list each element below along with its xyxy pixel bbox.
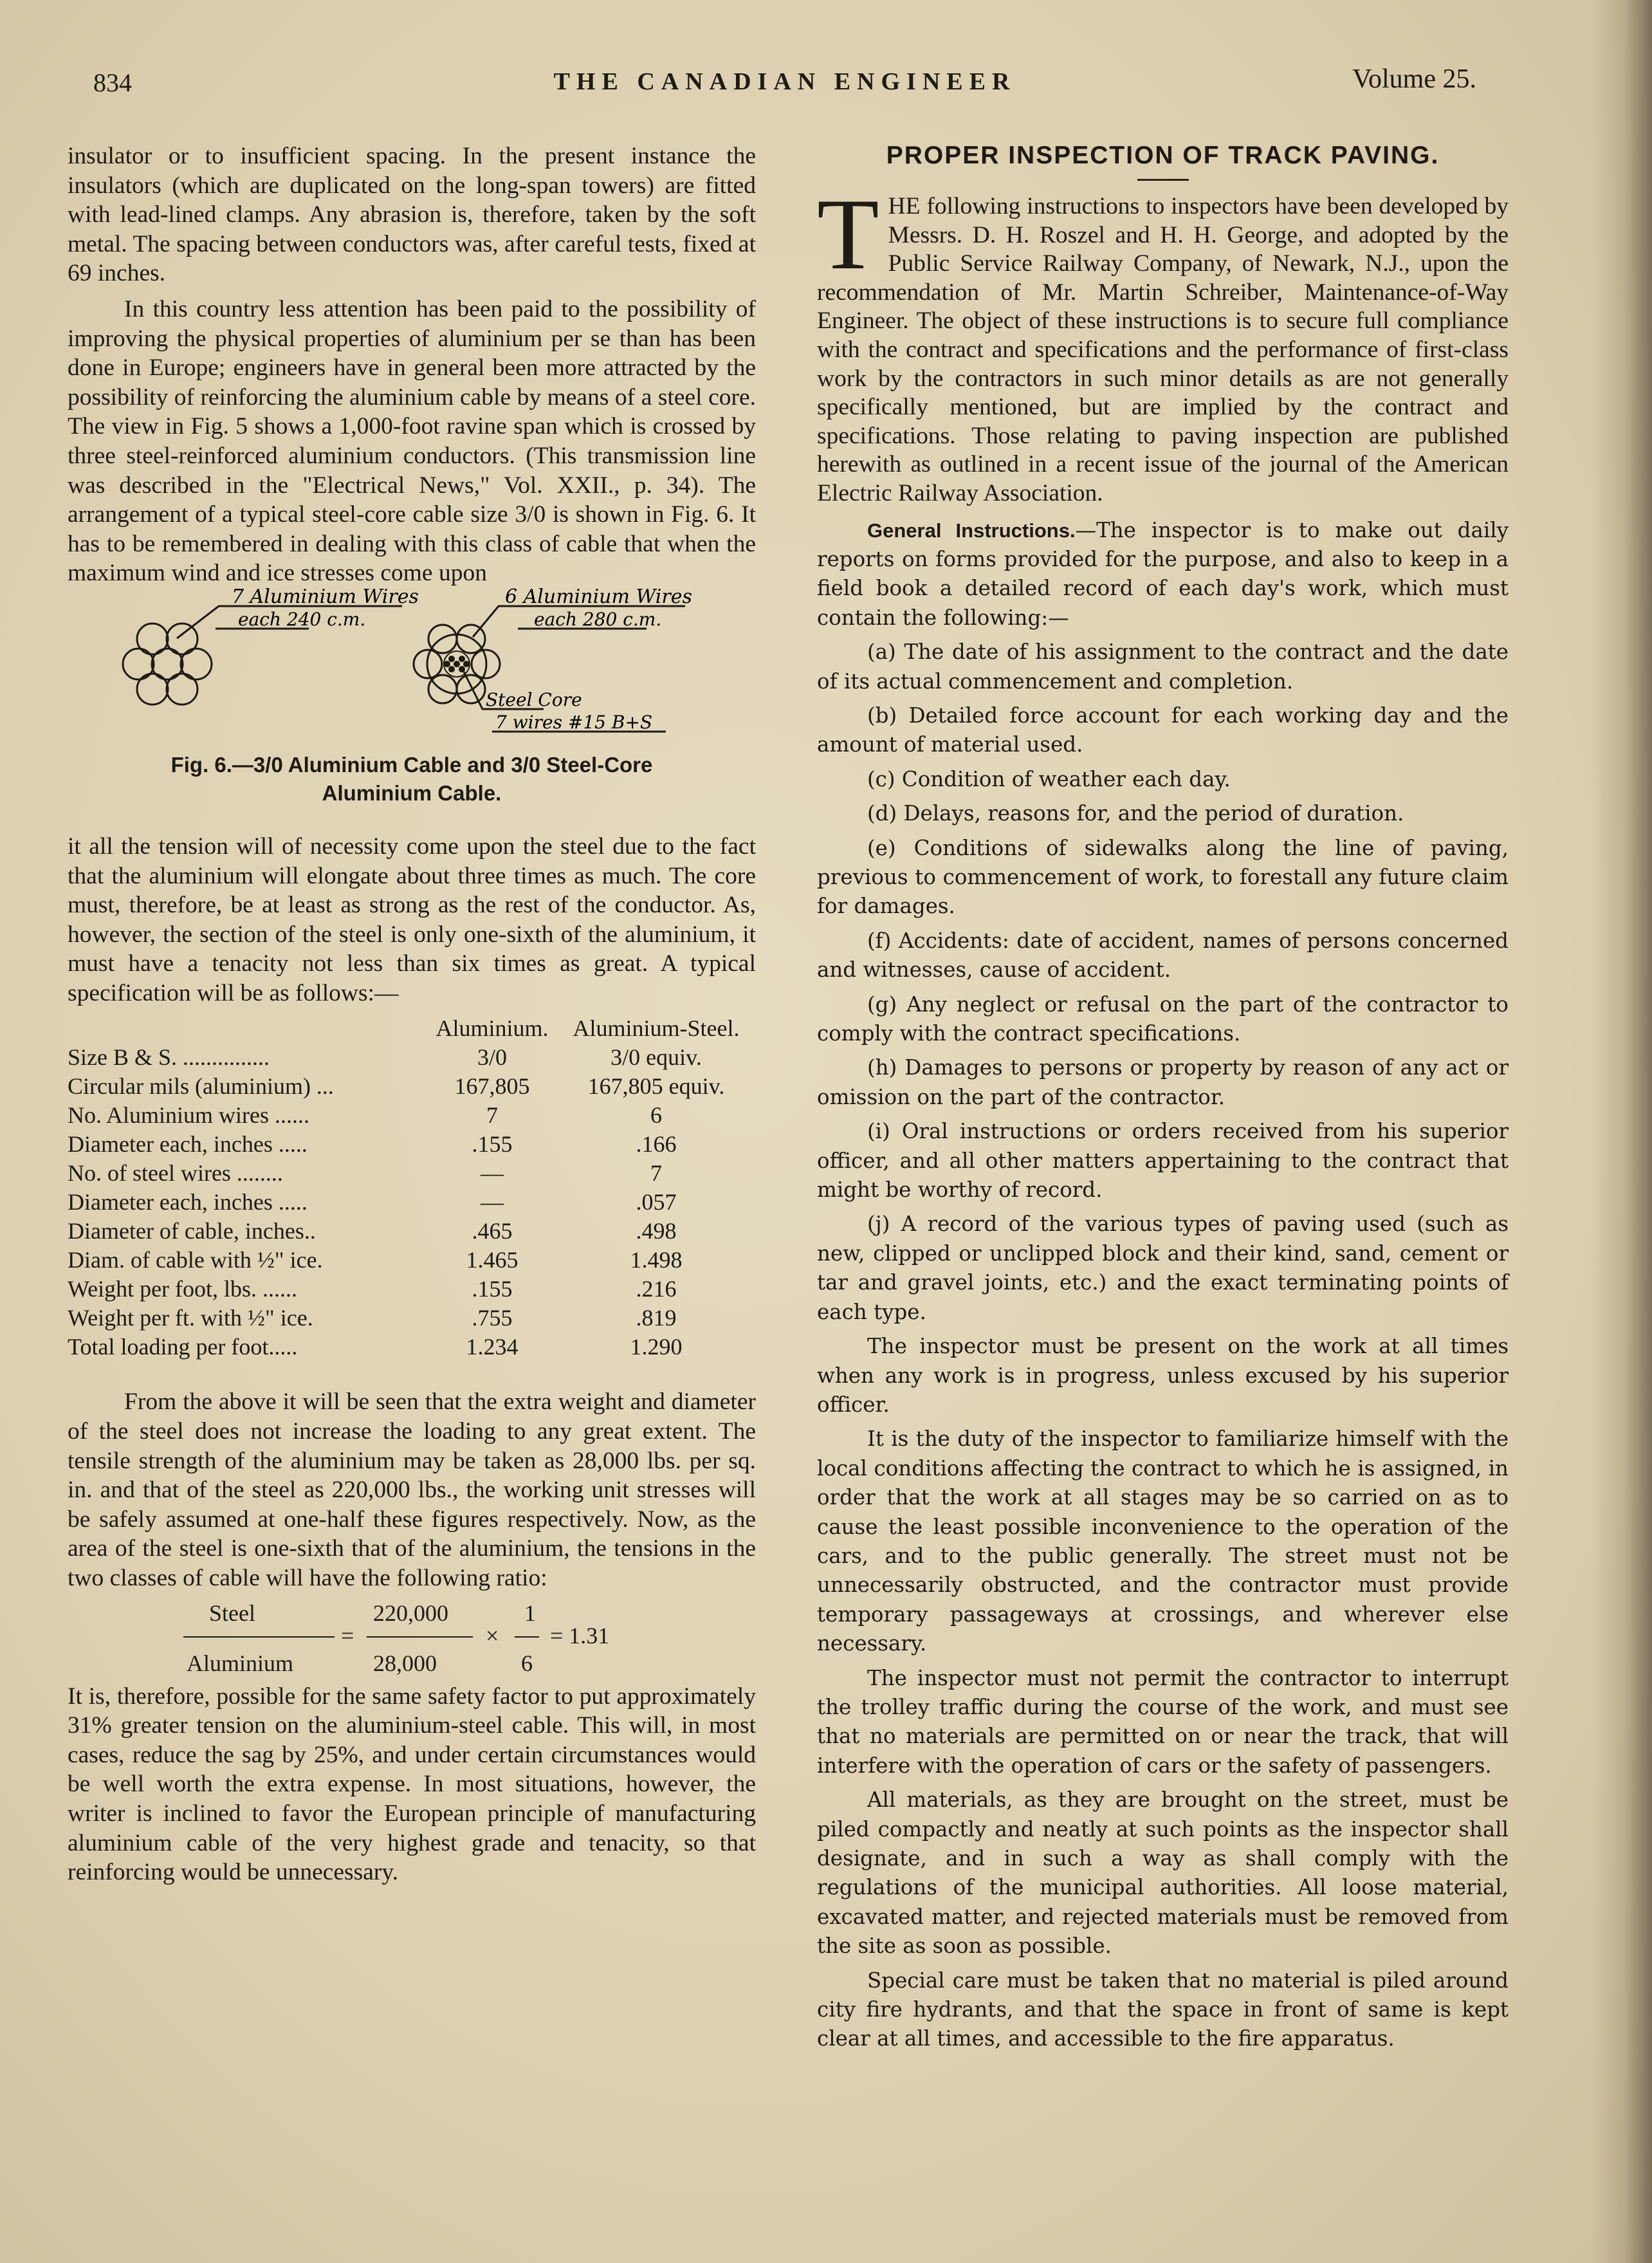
general-instructions-paragraph (817, 516, 1509, 633)
formula-numerator: 1 (524, 1600, 536, 1626)
table-cell: Circular mils (aluminium) ... (68, 1073, 334, 1100)
left-text-low (68, 1387, 756, 1593)
formula-numerator: Steel (209, 1600, 255, 1626)
table-row (68, 1188, 756, 1217)
figure-caption-line: Aluminium Cable. (322, 781, 502, 805)
table-cell: .155 (472, 1131, 513, 1158)
left-text-mid (68, 832, 756, 1008)
table-cell: 3/0 equiv. (610, 1044, 702, 1071)
table-cell: 1.465 (466, 1247, 519, 1273)
page-binding-shadow (1591, 0, 1652, 2263)
fraction-bar (367, 1636, 473, 1638)
left-column (68, 142, 756, 1894)
running-head (93, 64, 1476, 106)
list-item: (g) Any neglect or refusal on the part of the contractor to comply with the contract specifications. (817, 992, 1509, 1046)
left-text-end (68, 1682, 756, 1887)
table-row (68, 1072, 756, 1101)
table-cell: 1.498 (630, 1247, 683, 1273)
table-row (68, 1130, 756, 1159)
table-row (68, 1101, 756, 1130)
page-number: 834 (93, 68, 132, 97)
volume-label: Volume 25. (1352, 64, 1476, 94)
list-item: (d) Delays, reasons for, and the period of duration. (867, 801, 1404, 826)
table-cell: 1.234 (466, 1334, 519, 1360)
table-cell: .755 (472, 1305, 513, 1331)
cable-spec-table (68, 1014, 756, 1362)
right-column (817, 142, 1509, 2059)
table-cell: 3/0 (477, 1044, 507, 1071)
formula-denominator: 6 (521, 1650, 533, 1676)
table-cell: Weight per ft. with ½" ice. (68, 1305, 313, 1331)
table-cell: No. of steel wires ........ (68, 1160, 283, 1187)
list-item: (j) A record of the various types of paving used (such as new, clipped or unclipped block and their kind, sand, cement or tar and gravel joints, etc.) and the exact terminating points of each type. (817, 1212, 1509, 1324)
table-cell: 167,805 equiv. (587, 1073, 725, 1100)
paragraph: it all the tension will of necessity come upon the steel due to the fact that the aluminium will elongate about three times as much. The core must, therefore, be at least as strong as the rest of the conductor. As, however, the section of the steel is only one-sixth of the aluminium, it must have a tenacity not less than six times as great. A typical specification will be as follows:— (68, 833, 756, 1006)
table-header: Aluminium. (436, 1015, 549, 1042)
formula-numerator: 220,000 (373, 1600, 448, 1626)
table-cell: 1.290 (630, 1334, 683, 1360)
list-item: (e) Conditions of sidewalks along the line of paving, previous to commencement of work, to forestall any future claim for damages. (817, 835, 1509, 919)
journal-title: THE CANADIAN ENGINEER (553, 68, 1016, 95)
formula-result: = 1.31 (550, 1622, 610, 1649)
table-cell: — (481, 1189, 504, 1215)
table-cell: Size B & S. ............... (68, 1044, 270, 1071)
table-header-row (68, 1014, 756, 1043)
table-row (68, 1043, 756, 1072)
paragraph: In this country less attention has been paid to the possibility of improving the physical properties of aluminium per se than has been done in Europe; engineers have in general been more attracted by the possibility of reinforcing the aluminium cable by means of a steel core. The view in Fig. 5 shows a 1,000-foot ravine span which is crossed by three steel-reinforced aluminium conductors. (This transmission line was described in the "Electrical News," Vol. XXII., p. 34). The arrangement of a typical steel-core cable size 3/0 is shown in Fig. 6. It has to be remembered in dealing with this class of cable that when the maximum wind and ice stresses come upon (68, 295, 756, 587)
intro-text: HE following instructions to inspectors have been developed by Messrs. D. H. Roszel and H. H. George, and adopted by the Public Service Railway Company, of Newark, N.J., upon the recommendation of Mr. Martin Schreiber, Maintenance-of-Way Engineer. The object of these instructions is to secure full compliance with the contract and specifications and the performance of first-class work by the contractors in such minor details as are not generally specifically mentioned, but are implied by the contract and specifications. Those relating to paving inspection are published herewith as outlined in a recent issue of the journal of the American Electric Railway Association. (817, 193, 1509, 506)
table-row (68, 1304, 756, 1333)
drop-cap: T (817, 178, 879, 291)
instruction-items (817, 638, 1509, 1327)
list-item: (f) Accidents: date of accident, names of persons concerned and witnesses, cause of accident. (817, 928, 1509, 983)
article-title: PROPER INSPECTION OF TRACK PAVING. (886, 142, 1440, 169)
table-cell: .498 (636, 1218, 677, 1244)
formula-denominator: 28,000 (373, 1650, 437, 1676)
table-cell: Diameter each, inches ..... (68, 1131, 307, 1158)
table-row (68, 1333, 756, 1362)
label-each-240: each 240 c.m. (238, 608, 366, 630)
table-cell: 6 (650, 1102, 662, 1129)
table-row (68, 1217, 756, 1246)
list-item: (i) Oral instructions or orders received from his superior officer, and all other matters appertaining to the contract that might be worthy of record. (817, 1119, 1509, 1203)
instruction-paragraphs (817, 1332, 1509, 2054)
formula-times: × (486, 1622, 499, 1649)
table-header: Aluminium-Steel. (573, 1015, 740, 1042)
figure-caption-line: Fig. 6.—3/0 Aluminium Cable and 3/0 Steel-Core (170, 752, 653, 777)
table-cell: .465 (472, 1218, 513, 1244)
table-cell: No. Aluminium wires ...... (68, 1102, 309, 1129)
paragraph: From the above it will be seen that the extra weight and diameter of the steel does not increase the loading to any great extent. The tensile strength of the aluminium may be taken as 28,000 lbs. per sq. in. and that of the steel as 220,000 lbs., the working unit stresses will be safely assumed at one-half these figures respectively. Now, as the area of the steel is one-sixth that of the aluminium, the tensions in the two classes of cable will have the following ratio: (68, 1389, 756, 1592)
table-row (68, 1275, 756, 1304)
title-divider (1137, 179, 1189, 181)
paragraph: Special care must be taken that no material is piled around city fire hydrants, and that the space in front of same is kept clear at all times, and accessible to the fire apparatus. (817, 1968, 1509, 2051)
formula-denominator: Aluminium (187, 1650, 294, 1676)
fraction-bar (183, 1636, 335, 1638)
paragraph: It is the duty of the inspector to familiarize himself with the local conditions affecting the contract to which he is assigned, in order that the work at all stages may be so carried on as to cause the least possible inconvenience to the operation of the cars, and to the public generally. The street must not be unnecessarily obstructed, and the contractor must provide temporary passageways at crossings, and wherever else necessary. (817, 1427, 1509, 1656)
table-row (68, 1159, 756, 1188)
table-header (68, 1014, 428, 1043)
formula-equals: = (341, 1622, 354, 1649)
label-seven-wires: 7 Aluminium Wires (232, 585, 419, 608)
general-instructions-text: —The inspector is to make out daily reports on forms provided for the purpose, and also to keep in a field book a detailed record of each day's work, which must contain the following:— (817, 517, 1509, 630)
label-each-280: each 280 c.m. (534, 608, 662, 630)
label-six-wires: 6 Aluminium Wires (505, 585, 692, 608)
table-cell: .057 (636, 1189, 677, 1215)
list-item: (b) Detailed force account for each working day and the amount of material used. (817, 703, 1509, 757)
table-cell: Diameter of cable, inches.. (68, 1218, 316, 1244)
table-cell: .155 (472, 1276, 513, 1302)
table-cell: .216 (636, 1276, 677, 1302)
table-cell: .166 (636, 1131, 677, 1158)
paragraph: The inspector must be present on the work at all times when any work is in progress, unless excused by his superior officer. (817, 1334, 1509, 1417)
table-cell: Total loading per foot..... (68, 1334, 298, 1360)
cable-cross-sections (68, 585, 756, 751)
paragraph: insulator or to insufficient spacing. In the present instance the insulators (which are duplicated on the long-span towers) are fitted with lead-lined clamps. Any abrasion is, therefore, taken by the soft metal. The spacing between conductors was, after careful tests, fixed at 69 inches. (68, 143, 756, 287)
table-row (68, 1246, 756, 1275)
list-item: (c) Condition of weather each day. (867, 766, 1231, 791)
intro-paragraph (817, 178, 1509, 508)
table-cell: Weight per foot, lbs. ...... (68, 1276, 298, 1302)
table-cell: — (481, 1160, 504, 1187)
table-cell: 7 (650, 1160, 662, 1187)
list-item: (a) The date of his assignment to the contract and the date of its actual commencement and completion. (817, 640, 1509, 694)
paragraph: It is, therefore, possible for the same safety factor to put approximately 31% greater tension on the aluminium-steel cable. This will, in most cases, reduce the sag by 25%, and under certain circumstances would be well worth the extra expense. In most situations, however, the writer is inclined to favor the European principle of manufacturing aluminium cable of the very highest grade and tenacity, so that reinforcing would be unnecessary. (68, 1683, 756, 1886)
instructions-text (817, 516, 1509, 2054)
cable-diagram-figure (68, 585, 756, 751)
paragraph: The inspector must not permit the contractor to interrupt the trolley traffic during the course of the work, and must see that no materials are permitted on or near the track, that will interfere with the operation of cars or the safety of passengers. (817, 1665, 1509, 1778)
section-runin-heading: General Instructions. (867, 519, 1076, 542)
table-cell: 7 (486, 1102, 498, 1129)
label-steel-wires: 7 wires #15 B+S (495, 711, 653, 733)
fraction-bar (515, 1636, 539, 1638)
table-cell: 167,805 (454, 1073, 530, 1100)
tension-ratio-formula (68, 1600, 756, 1676)
paragraph: All materials, as they are brought on the street, must be piled compactly and neatly at such points as the inspector shall designate, and in such a way as shall comply with the regulations of the municipal authorities. All loose material, excavated matter, and rejected materials must be removed from the site as soon as possible. (817, 1787, 1509, 1959)
table-cell: Diameter each, inches ..... (68, 1189, 307, 1215)
table-cell: .819 (636, 1305, 677, 1331)
table-cell: Diam. of cable with ½" ice. (68, 1247, 323, 1273)
left-text-top (68, 142, 756, 588)
figure-caption (68, 751, 756, 808)
list-item: (h) Damages to persons or property by reason of any act or omission on the part of the contractor. (817, 1055, 1509, 1109)
label-steel-core: Steel Core (486, 688, 582, 710)
